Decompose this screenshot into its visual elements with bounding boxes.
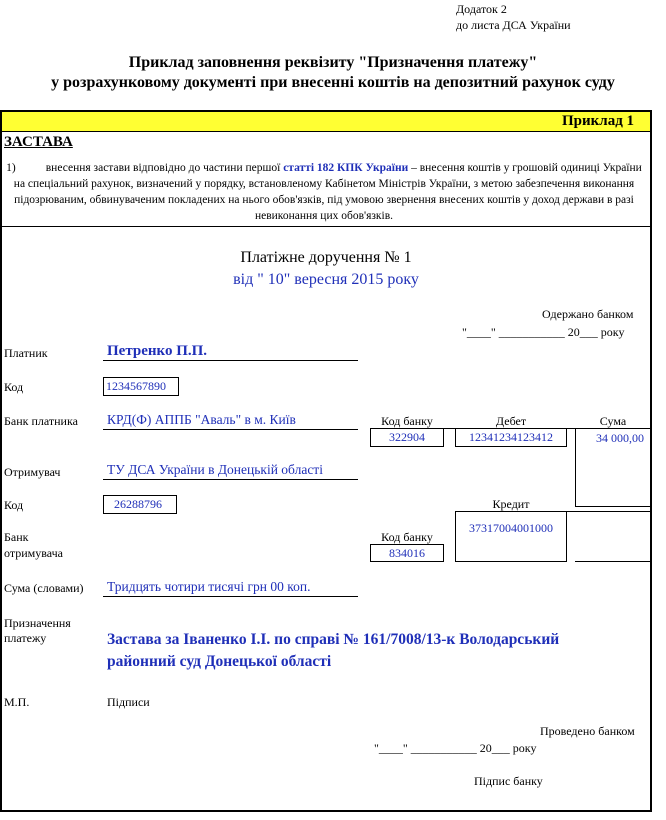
payer-bank-underline xyxy=(103,429,358,430)
recipient-bank-label-2: отримувача xyxy=(4,546,63,560)
bank-signature-label: Підпис банку xyxy=(474,774,543,788)
section-title: ЗАСТАВА xyxy=(4,134,73,150)
credit-account-box: 37317004001000 xyxy=(455,511,567,562)
recipient-underline xyxy=(103,479,358,480)
sum-header: Сума xyxy=(599,414,627,428)
description-after: – внесення коштів у грошовій одиниці України на спеціальний рахунок, визначений у порядку, встановленому Кабінетом Міністрів України, з метою забезпечення виконання підозрюваним, обвинуваченим покладених на нього обов'язків, під умовою звернення внесених коштів у доход держави в разі невиконання цих обов'язків. xyxy=(13,162,642,222)
recipient-bank-code-box: 834016 xyxy=(370,544,444,562)
page-title-line1: Приклад заповнення реквізиту "Призначення платежу" xyxy=(128,54,538,71)
recipient-code-box: 26288796 xyxy=(103,495,177,514)
section-divider xyxy=(2,226,650,227)
recipient-bank-label-1: Банк xyxy=(4,530,29,544)
processed-label: Проведено банком xyxy=(540,724,635,738)
payer-value: Петренко П.П. xyxy=(107,343,208,359)
description-reference: статті 182 КПК України xyxy=(283,162,409,174)
payer-underline xyxy=(103,360,358,361)
sum-words-label: Сума (словами) xyxy=(4,581,84,595)
bank-code-header: Код банку xyxy=(381,414,433,428)
description-before: внесення застави відповідно до частини першої xyxy=(45,162,284,174)
recipient-value: ТУ ДСА України в Донецькій області xyxy=(107,462,323,477)
appendix-label: Додаток 2 xyxy=(456,2,507,16)
debit-header: Дебет xyxy=(495,414,527,428)
payer-code-label: Код xyxy=(4,380,24,394)
section-description xyxy=(4,160,644,224)
credit-header: Кредит xyxy=(492,497,530,511)
purpose-line-2: районний суд Донецької області xyxy=(107,653,332,670)
recipient-label: Отримувач xyxy=(4,465,61,479)
processed-date: "____" ___________ 20___ року xyxy=(374,741,537,755)
sum-words-value: Тридцять чотири тисячі грн 00 коп. xyxy=(107,579,311,594)
example-label: Приклад 1 xyxy=(562,113,635,129)
sum-box: 34 000,00 xyxy=(575,428,651,507)
example-bar xyxy=(2,112,650,132)
purpose-label-2: платежу xyxy=(4,631,47,645)
recipient-bank-code-header: Код банку xyxy=(381,530,433,544)
purpose-line-1: Застава за Іваненко І.І. по справі № 161/7008/13-к Володарський xyxy=(107,631,560,648)
received-label: Одержано банком xyxy=(542,307,634,321)
sum-column-bottom-line xyxy=(575,561,651,562)
purpose-label-1: Призначення xyxy=(4,616,71,630)
payer-bank-label: Банк платника xyxy=(4,414,78,428)
stamp-label: М.П. xyxy=(4,695,30,709)
letter-reference: до листа ДСА України xyxy=(456,18,571,32)
recipient-code-label: Код xyxy=(4,498,24,512)
debit-account-box: 12341234123412 xyxy=(455,428,567,447)
order-title: Платіжне доручення № 1 xyxy=(240,249,412,266)
sum-words-underline xyxy=(103,596,358,597)
payer-label: Платник xyxy=(4,346,48,360)
sum-column-right-line xyxy=(650,507,651,562)
payer-bank-code-box: 322904 xyxy=(370,428,444,447)
payer-code-box: 1234567890 xyxy=(103,377,179,396)
page-title-line2: у розрахунковому документі при внесенні коштів на депозитний рахунок суду xyxy=(51,74,615,91)
received-date: "____" ___________ 20___ року xyxy=(462,325,625,339)
order-date: від " 10" вересня 2015 року xyxy=(233,271,419,288)
payer-bank-value: КРД(Ф) АППБ "Аваль" в м. Київ xyxy=(107,412,296,427)
signatures-label: Підписи xyxy=(107,695,150,709)
description-number: 1) xyxy=(6,162,16,174)
